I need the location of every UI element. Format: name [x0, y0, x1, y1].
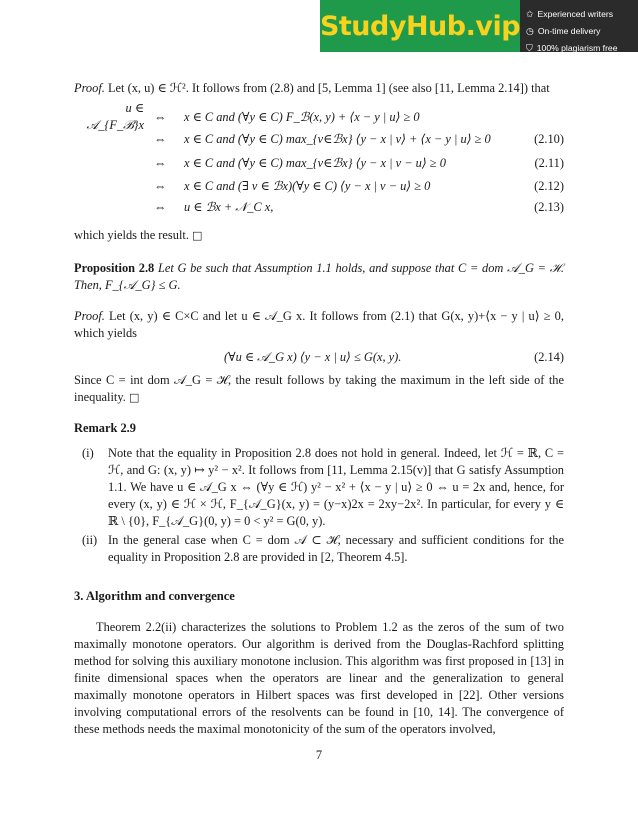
equation-op: ⇔ [154, 131, 167, 146]
clock-icon: ◷ [526, 26, 534, 36]
proof-label: Proof. [74, 309, 105, 323]
ad-banner[interactable] [320, 0, 638, 52]
perk-item: ✩ Experienced writers [526, 6, 632, 23]
brand-name: StudyHub.vip [319, 10, 521, 42]
remark-label: Remark 2.9 [74, 421, 136, 435]
equation-number: (2.14) [534, 349, 564, 364]
star-icon: ✩ [526, 9, 534, 19]
remark-item-label: (i) [82, 446, 94, 460]
equation-rhs: x ∈ C and (∃ v ∈ ℬx)(∀y ∈ C) ⟨y − x | v − u⟩ ≥ 0 [184, 178, 431, 193]
proof-text: Let (x, y) ∈ C×C and let u ∈ 𝒜_G x. It follows from (2.1) that G(x, y)+⟨x − y | u⟩ ≥ 0, which yields [74, 309, 564, 340]
remark-item-text: In the general case when C = dom 𝒜 ⊂ ℋ, necessary and sufficient conditions for the equality in Proposition 2.8 are provided in [2, Theorem 4.5]. [108, 533, 564, 564]
remark-item [82, 532, 564, 566]
equation-rhs: x ∈ C and (∀y ∈ C) F_ℬ(x, y) + ⟨x − y | u⟩ ≥ 0 [184, 109, 420, 124]
proof-text: Let (x, u) ∈ ℋ². It follows from (2.8) and [5, Lemma 1] (see also [11, Lemma 2.14]) that [107, 81, 550, 95]
proposition-label: Proposition 2.8 [74, 261, 155, 275]
perks-list [520, 0, 638, 52]
proposition [74, 260, 564, 294]
equation-line [74, 127, 564, 151]
equation-rhs: x ∈ C and (∀y ∈ C) max_{v∈ℬx} ⟨y − x | v⟩ + ⟨x − y | u⟩ ≥ 0 [184, 131, 491, 146]
equation-op: ⇔ [154, 155, 167, 170]
equation-line [74, 151, 564, 175]
qed-icon: □ [128, 391, 140, 404]
equation-number: (2.10) [534, 131, 564, 146]
brand-logo[interactable] [320, 0, 520, 52]
proof-paragraph [74, 308, 564, 342]
equation-op: ⇔ [154, 109, 167, 124]
result-sentence: which yields the result. □ [74, 228, 203, 242]
remark-item-label: (ii) [82, 533, 98, 547]
proof-conclusion: Since C = int dom 𝒜_G = ℋ, the result follows by taking the maximum in the left side of the inequality. □ [74, 373, 564, 404]
section-body: Theorem 2.2(ii) characterizes the solutions to Problem 1.2 as the zeros of the sum of two maximally monotone operators. Our algorithm is derived from the Douglas-Rachford splitting method for solving this auxiliary monotone inclusion. This algorithm was first proposed in [13] in finite dimensional spaces when the operators are linear and the generalization to general maximally monotone operators in Hilbert spaces was first developed in [22]. Other versions involving computational errors of the resolvents can be found in [10, 14]. The convergence of these methods needs the maximal monotonicity of the sum of the operators involved, [74, 620, 564, 736]
equation-rhs: u ∈ ℬx + 𝒩_C x, [184, 199, 274, 214]
perk-item: ⛉ 100% plagiarism free [526, 40, 632, 57]
equation-line [74, 175, 564, 197]
equation-rhs: x ∈ C and (∀y ∈ C) max_{v∈ℬx} ⟨y − x | v − u⟩ ≥ 0 [184, 155, 446, 170]
equation-lhs: u ∈ 𝒜_{F_ℬ}x [86, 101, 144, 132]
paper-page [74, 80, 564, 738]
section-title: 3. Algorithm and convergence [74, 589, 235, 603]
equation-line [74, 197, 564, 217]
proof-label: Proof. [74, 81, 105, 95]
proof-paragraph [74, 80, 564, 97]
equation-rhs: (∀u ∈ 𝒜_G x) ⟨y − x | u⟩ ≤ G(x, y). [224, 349, 402, 364]
equation-op: ⇔ [154, 178, 167, 193]
shield-icon: ⛉ [526, 43, 533, 53]
remark-item-text: Note that the equality in Proposition 2.8 does not hold in general. Indeed, let ℋ = ℝ, C = ℋ, and G: (x, y) ↦ y² − x². It follows from [11, Lemma 2.15(v)] that G satisfy Assumption 1.1. We have u ∈ 𝒜_G x ⇔ (∀y ∈ ℋ) y² − x² + ⟨x − y | u⟩ ≥ 0 ⇔ u = 2x and, hence, for every (x, y) ∈ ℋ × ℋ, F_{𝒜_G}(x, y) = (y−x)2x = 2xy−2x². In particular, for every y ∈ ℝ \ {0}, F_{𝒜_G}(0, y) = 0 < y² = G(0, y). [108, 446, 564, 528]
equation-block [74, 101, 564, 217]
perk-item: ◷ On-time delivery [526, 23, 632, 40]
equation-number: (2.12) [534, 178, 564, 193]
equation-line [74, 346, 564, 368]
remark-item [82, 445, 564, 530]
equation-line [74, 101, 564, 132]
qed-icon: □ [192, 229, 203, 242]
page-number: 7 [315, 748, 323, 762]
equation-number: (2.13) [534, 199, 564, 214]
equation-op: ⇔ [154, 199, 167, 214]
equation-number: (2.11) [534, 155, 564, 170]
proposition-text: Let G be such that Assumption 1.1 holds, and suppose that C = dom 𝒜_G = ℋ. Then, F_{𝒜_G} ≤ G. [74, 261, 564, 292]
